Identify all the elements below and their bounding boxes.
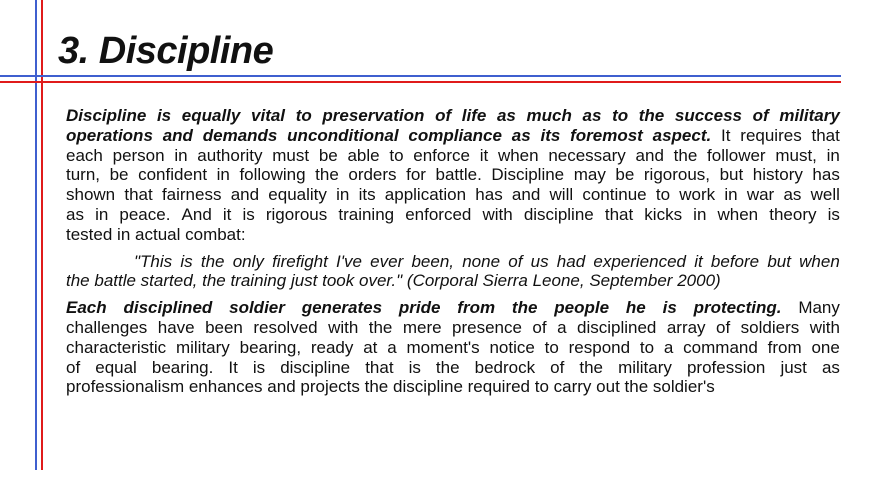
word: out (596, 377, 625, 397)
word: and (162, 125, 193, 145)
word: orders (348, 165, 397, 185)
word: bearing, (239, 337, 302, 357)
word: carry (553, 377, 597, 397)
word: turn, (66, 165, 101, 185)
word: to (655, 185, 671, 205)
word: of (435, 106, 452, 125)
word: each (66, 145, 103, 165)
word: to (544, 337, 559, 357)
word: much (526, 106, 572, 125)
word: continue (582, 185, 647, 205)
word: is (252, 357, 266, 377)
word: soldiers (740, 317, 800, 337)
word: resolved (253, 317, 318, 337)
word: only (232, 251, 264, 271)
word: well (810, 185, 840, 205)
word: as (582, 106, 602, 125)
word: for (406, 165, 426, 185)
word: Leone, (532, 271, 590, 291)
word: combat: (185, 224, 246, 244)
word: command (683, 337, 758, 357)
word: its (358, 185, 376, 205)
word: the (200, 251, 225, 271)
word: as (783, 185, 802, 205)
word: in (216, 165, 230, 185)
word: just (290, 271, 323, 291)
word: when (799, 251, 840, 271)
text-line (66, 225, 840, 245)
word: the (673, 145, 698, 165)
word: following (239, 165, 306, 185)
word: mere (402, 317, 442, 337)
word: started, (140, 271, 203, 291)
word: discipline (392, 377, 468, 397)
word: from (457, 298, 496, 318)
word: have (157, 317, 195, 337)
word: battle (94, 271, 141, 291)
slide-title: 3. Discipline (58, 30, 274, 72)
word: work (679, 185, 716, 205)
quote-corporal (66, 252, 840, 292)
word: the (624, 377, 653, 397)
word: to (534, 377, 554, 397)
word: disciplined (576, 317, 657, 337)
word: life (461, 106, 487, 125)
word: (Corporal (406, 271, 483, 291)
word: in (117, 224, 136, 244)
word: characteristic (66, 337, 167, 357)
word: required (467, 377, 535, 397)
word: been, (411, 251, 454, 271)
word: presence (452, 317, 522, 337)
word: equality (268, 185, 327, 205)
horizontal-rule-red (0, 81, 841, 83)
word: took (322, 271, 359, 291)
word: none (462, 251, 501, 271)
word: equally (181, 106, 241, 125)
word: is (827, 204, 840, 224)
word: of (752, 106, 769, 125)
word: pride (398, 298, 441, 318)
word: bedrock (474, 357, 536, 377)
word: 2000) (677, 271, 721, 291)
word: as (511, 125, 531, 145)
word: the (315, 165, 339, 185)
word: experienced (593, 251, 686, 271)
word: protecting. (693, 298, 782, 318)
text-line (66, 318, 840, 338)
slide-body (66, 106, 840, 404)
word: but (719, 165, 744, 185)
word: will (549, 185, 574, 205)
word: must, (775, 145, 817, 165)
word: in (336, 185, 350, 205)
word: be (318, 145, 338, 165)
word: training (230, 271, 291, 291)
word: Sierra (482, 271, 533, 291)
word: to (639, 337, 655, 357)
word: that (124, 185, 153, 205)
text-line (66, 338, 840, 358)
word: with (328, 317, 359, 337)
word: It (228, 357, 238, 377)
word: is (408, 357, 421, 377)
word: is (242, 204, 255, 224)
word: enhances (188, 377, 268, 397)
word: challenges (66, 317, 148, 337)
word: respond (568, 337, 631, 357)
text-line (66, 146, 840, 166)
word: soldier (229, 298, 285, 318)
word: and (267, 377, 301, 397)
word: be (615, 165, 635, 185)
word: application (384, 185, 467, 205)
word: a (663, 337, 674, 357)
text-line (66, 106, 840, 126)
word: of (66, 357, 81, 377)
word: battle. (435, 165, 482, 185)
text-line (66, 126, 840, 146)
text-line (66, 358, 840, 378)
word: with (482, 204, 513, 224)
word: unconditional (287, 125, 399, 145)
word: operations (66, 125, 153, 145)
word: requires (740, 125, 802, 145)
vertical-rule-blue (35, 0, 37, 470)
word: in (826, 145, 840, 165)
word: discipline (523, 204, 594, 224)
word: a (387, 337, 397, 357)
word: confident (138, 165, 208, 185)
word: kicks (644, 204, 683, 224)
word: that (604, 204, 634, 224)
word: the (368, 317, 393, 337)
word: when (497, 145, 539, 165)
word: has (812, 165, 840, 185)
text-line (66, 205, 840, 225)
word: the (511, 298, 538, 318)
word: military (175, 337, 230, 357)
word: foremost (570, 125, 643, 145)
word: military (779, 106, 840, 125)
word: to (389, 145, 404, 165)
word: over." (358, 271, 407, 291)
word: And (181, 204, 212, 224)
text-line (66, 298, 840, 318)
word: profession (686, 357, 766, 377)
word: Discipline (491, 165, 565, 185)
word: firefight (272, 251, 328, 271)
word: discipline (280, 357, 351, 377)
word: shown (66, 185, 116, 205)
word: may (573, 165, 606, 185)
word: demands (202, 125, 278, 145)
word: able (347, 145, 380, 165)
word: he (625, 298, 646, 318)
word: theory (769, 204, 817, 224)
word: as (66, 204, 84, 224)
word: the (638, 106, 665, 125)
paragraph-discipline-importance (66, 106, 840, 245)
word: compliance (408, 125, 502, 145)
word: that (365, 357, 394, 377)
word: moment's (406, 337, 480, 357)
word: before (710, 251, 760, 271)
text-line (66, 185, 840, 205)
word: It (721, 125, 731, 145)
word: it (694, 251, 703, 271)
word: is (180, 251, 193, 271)
word: and (230, 185, 260, 205)
word: in (693, 204, 707, 224)
word: person (112, 145, 165, 165)
word: follower (707, 145, 766, 165)
word: array (666, 317, 706, 337)
word: bearing. (151, 357, 214, 377)
word: tested (66, 224, 118, 244)
word: fairness (161, 185, 222, 205)
word: that (811, 125, 840, 145)
word: of (716, 317, 731, 337)
word: with (809, 317, 840, 337)
text-line (66, 165, 840, 185)
word: to (612, 106, 629, 125)
word: disciplined (123, 298, 213, 318)
word: at (363, 337, 378, 357)
word: is (156, 106, 172, 125)
horizontal-rule-blue (0, 75, 841, 77)
word: its (540, 125, 561, 145)
word: been (205, 317, 243, 337)
word: and (635, 145, 664, 165)
word: soldier's (652, 377, 715, 397)
word: enforce (413, 145, 470, 165)
word: it (479, 145, 489, 165)
word: military (618, 357, 672, 377)
word: success (674, 106, 743, 125)
word: but (767, 251, 791, 271)
word: in (95, 204, 109, 224)
word: of (508, 251, 523, 271)
word: just (780, 357, 807, 377)
word: of (532, 317, 547, 337)
word: from (767, 337, 802, 357)
word: must (272, 145, 310, 165)
word: "This (134, 251, 173, 271)
word: has (475, 185, 503, 205)
word: rigorous, (643, 165, 711, 185)
word: had (556, 251, 586, 271)
word: the (66, 271, 95, 291)
word: when (717, 204, 759, 224)
word: ready (310, 337, 354, 357)
word: vital (251, 106, 286, 125)
word: as (496, 106, 516, 125)
word: projects (300, 377, 365, 397)
word: the (202, 271, 231, 291)
word: rigorous (265, 204, 328, 224)
word: in (724, 185, 738, 205)
word: equal (95, 357, 137, 377)
word: September (589, 271, 678, 291)
word: Each (66, 298, 107, 318)
word: people (554, 298, 610, 318)
word: us (530, 251, 549, 271)
word: of (550, 357, 565, 377)
word: in (174, 145, 188, 165)
word: war (746, 185, 775, 205)
text-line (66, 271, 840, 291)
word: professionalism (66, 377, 189, 397)
word: enforced (405, 204, 472, 224)
word: authority (197, 145, 263, 165)
word: a (557, 317, 567, 337)
word: Discipline (66, 106, 147, 125)
word: is (662, 298, 677, 318)
word: as (821, 357, 840, 377)
word: history (752, 165, 803, 185)
vertical-rule-red (41, 0, 43, 470)
word: training (338, 204, 395, 224)
word: peace. (119, 204, 171, 224)
word: actual (135, 224, 186, 244)
word: necessary (548, 145, 626, 165)
word: and (511, 185, 541, 205)
word: aspect. (652, 125, 712, 145)
word: notice (489, 337, 535, 357)
word: be (109, 165, 129, 185)
text-line (66, 252, 840, 272)
word: the (579, 357, 604, 377)
word: to (295, 106, 312, 125)
word: one (811, 337, 840, 357)
word: the (435, 357, 460, 377)
word: preservation (322, 106, 425, 125)
word: Many (798, 298, 840, 318)
word: I've (336, 251, 362, 271)
word: the (364, 377, 393, 397)
text-line (66, 377, 840, 397)
paragraph-soldier-pride (66, 298, 840, 397)
word: ever (370, 251, 404, 271)
word: it (222, 204, 232, 224)
word: generates (301, 298, 383, 318)
